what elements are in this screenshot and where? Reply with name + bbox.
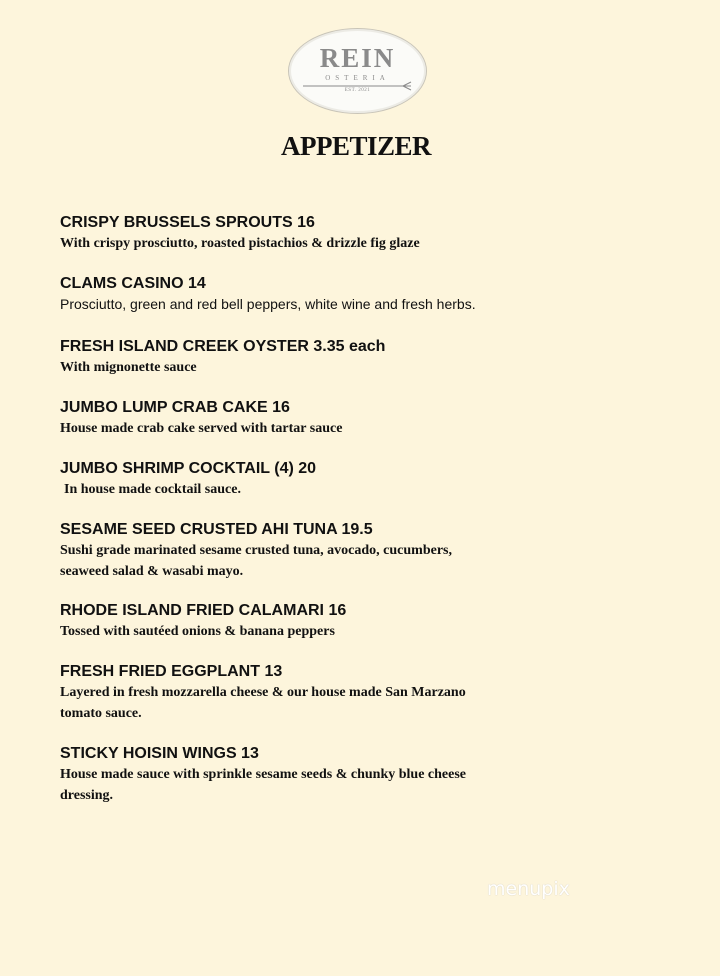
menu-item-title: FRESH ISLAND CREEK OYSTER 3.35 each: [60, 338, 386, 355]
logo-established: EST. 2021: [344, 88, 371, 93]
menu-item-description-line: Sushi grade marinated sesame crusted tuna, avocado, cucumbers,: [60, 543, 452, 558]
menu-item-title: CRISPY BRUSSELS SPROUTS 16: [60, 214, 315, 231]
menu-item-title: FRESH FRIED EGGPLANT 13: [60, 663, 283, 680]
menu-item-description: With mignonette sauce: [60, 360, 197, 375]
menu-item-title: RHODE ISLAND FRIED CALAMARI 16: [60, 602, 347, 619]
watermark: menupix: [487, 878, 570, 900]
menu-item-description: In house made cocktail sauce.: [64, 482, 241, 497]
menu-item: [60, 661, 680, 724]
menu-item-title: JUMBO SHRIMP COCKTAIL (4) 20: [60, 460, 317, 477]
menu-item-title: JUMBO LUMP CRAB CAKE 16: [60, 399, 290, 416]
menu-item-title: STICKY HOISIN WINGS 13: [60, 745, 259, 762]
menu-item: [60, 397, 680, 439]
section-heading: APPETIZER: [280, 131, 432, 161]
logo-name: REIN: [319, 43, 396, 73]
menu-item-description-line: dressing.: [60, 788, 114, 803]
menu-item: [60, 212, 680, 254]
menu-item-description: Tossed with sautéed onions & banana peppers: [60, 624, 335, 639]
menu-item-description-line: tomato sauce.: [60, 706, 142, 721]
menu-item-title: SESAME SEED CRUSTED AHI TUNA 19.5: [60, 521, 373, 538]
menu-item: [60, 600, 680, 642]
menu-item-description-line: seaweed salad & wasabi mayo.: [60, 564, 244, 579]
menu-item-description-line: House made sauce with sprinkle sesame seeds & chunky blue cheese: [60, 767, 467, 782]
restaurant-logo: [288, 28, 427, 114]
menu-item-description-line: Layered in fresh mozzarella cheese & our house made San Marzano: [60, 685, 466, 700]
menu-item-description: House made crab cake served with tartar sauce: [60, 421, 343, 436]
menu-item: [60, 273, 680, 315]
menu-item: [60, 519, 680, 582]
menu-item: [60, 743, 680, 806]
menu-item: [60, 458, 680, 500]
menu-item: [60, 336, 680, 378]
logo-subtitle: OSTERIA: [325, 74, 390, 82]
menu-item-title: CLAMS CASINO 14: [60, 275, 206, 292]
menu-item-description: Prosciutto, green and red bell peppers, white wine and fresh herbs.: [60, 296, 476, 312]
menu-item-description: With crispy prosciutto, roasted pistachios & drizzle fig glaze: [60, 236, 420, 251]
